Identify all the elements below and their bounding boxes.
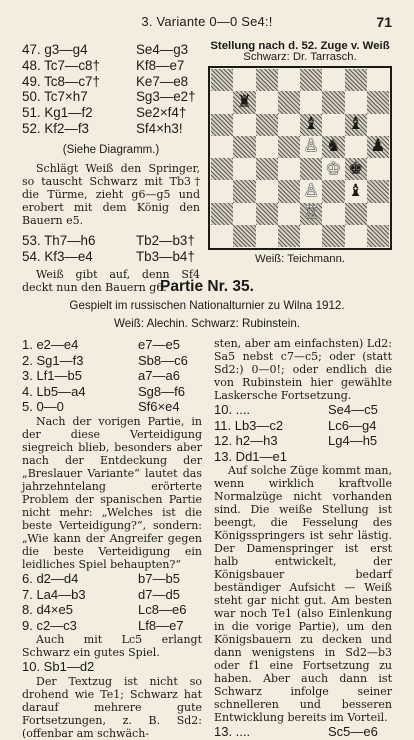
- chess-board: [211, 69, 389, 247]
- move-row: [22, 42, 200, 58]
- white-move: 5. 0—0: [22, 399, 64, 415]
- white-move: 9. c2—c3: [22, 617, 77, 633]
- chess-piece-icon: ♟: [370, 136, 386, 157]
- move-row: [22, 337, 202, 353]
- chess-piece-icon: ♚: [348, 158, 364, 179]
- move-row: [214, 724, 392, 740]
- board-square-a3: [211, 180, 233, 202]
- board-square-g3: [345, 180, 367, 202]
- move-row: [22, 399, 202, 415]
- chess-piece-icon: ♝: [303, 114, 319, 135]
- move-row: [214, 418, 392, 434]
- white-move: 48. Tc7—c8†: [22, 57, 100, 73]
- white-move: 52. Kf2—f3: [22, 120, 89, 136]
- board-square-c1: [256, 225, 278, 247]
- move-row: [22, 121, 200, 137]
- move-row: [22, 89, 200, 105]
- annotation-paragraph: Schlägt Weiß den Springer, so tauscht Schwarz mit Tb3† die Türme, zieht g6—g5 und erobert mit dem König den Bauern e5.: [22, 161, 200, 227]
- white-move: 53. Th7—h6: [22, 232, 96, 248]
- board-square-d7: [278, 91, 300, 113]
- board-square-e5: [300, 136, 322, 158]
- see-diagram-note: (Siehe Diagramm.): [62, 143, 160, 156]
- board-square-c8: [256, 69, 278, 91]
- black-move: e7—e5: [138, 337, 180, 352]
- move-row: [22, 74, 200, 90]
- board-square-g1: [345, 225, 367, 247]
- move-list-middle: [22, 233, 200, 265]
- board-square-f5: [322, 136, 344, 158]
- game-event: Gespielt im russischen Nationalturnier zu Wilna 1912.: [69, 299, 345, 312]
- board-square-b3: [233, 180, 255, 202]
- black-move: Lc8—e6: [138, 602, 187, 618]
- black-move: b7—b5: [138, 570, 180, 586]
- black-move: a7—a6: [138, 368, 180, 384]
- board-square-b8: [233, 69, 255, 91]
- board-square-h7: [367, 91, 389, 113]
- move-list: [214, 724, 392, 740]
- white-move: 8. d4×e5: [22, 602, 73, 618]
- move-row: [22, 602, 202, 618]
- move-row: [22, 659, 202, 675]
- board-square-f6: [322, 114, 344, 136]
- board-square-f2: [322, 203, 344, 225]
- black-move: Lg4—h5: [328, 433, 378, 449]
- annotation-paragraph: sten, aber am einfachsten) Ld2: Sa5 nebst c7—c5; oder (statt Sd2:) 0—0!; oder endlich die von Rubinstein hier gewählte Laskersche Fortsetzung.: [214, 337, 392, 402]
- chess-diagram: [206, 40, 394, 265]
- move-row: [22, 105, 200, 121]
- white-move: 51. Kg1—f2: [22, 105, 93, 121]
- move-list: [22, 571, 202, 633]
- left-column-top: [22, 42, 200, 294]
- board-square-c6: [256, 114, 278, 136]
- running-title: 3. Variante 0—0 Se4:!: [141, 14, 273, 29]
- white-move: 3. Lf1—b5: [22, 368, 82, 384]
- chess-piece-icon: ♜: [236, 91, 252, 112]
- move-list: [22, 337, 202, 415]
- white-move: 1. e2—e4: [22, 337, 79, 352]
- white-move: 12. h2—h3: [214, 433, 278, 449]
- board-square-c2: [256, 203, 278, 225]
- board-square-d8: [278, 69, 300, 91]
- white-move: 49. Tc8—c7†: [22, 73, 100, 89]
- board-square-c3: [256, 180, 278, 202]
- black-move: Lc6—g4: [328, 417, 377, 433]
- chess-piece-icon: ♝: [348, 114, 364, 135]
- annotation-paragraph: Nach der vorigen Partie, in der diese Verteidigung siegreich blieb, besonders aber nach der Entdeckung der „Breslauer Variante“ lautet das jahrzehntelang erörterte Problem der spanischen Partie nicht mehr: „Welches ist die beste Verteidigung?“, sondern: „Wie kann der Angreifer gegen die beste Verteidigung ein leidliches Spiel behaupten?“: [22, 414, 202, 571]
- black-move: Tb2—b3†: [136, 232, 195, 248]
- black-move: Sg8—f6: [138, 383, 185, 399]
- board-square-h2: [367, 203, 389, 225]
- move-row: [214, 402, 392, 418]
- board-square-g7: [345, 91, 367, 113]
- board-square-h6: [367, 114, 389, 136]
- black-move: [138, 659, 202, 675]
- board-square-c5: [256, 136, 278, 158]
- white-move: 13. ....: [214, 724, 251, 740]
- move-list: [214, 402, 392, 464]
- board-square-a7: [211, 91, 233, 113]
- move-row: [214, 449, 392, 465]
- white-move: 10. ....: [214, 402, 251, 417]
- chess-piece-icon: ♝: [348, 180, 364, 201]
- board-square-d1: [278, 225, 300, 247]
- board-square-e4: [300, 158, 322, 180]
- white-move: 11. Lb3—c2: [214, 417, 284, 433]
- board-square-a5: [211, 136, 233, 158]
- board-square-a2: [211, 203, 233, 225]
- annotation-paragraph: Der Textzug ist nicht so drohend wie Te1; Schwarz hat darauf mehrere gute Fortsetzungen, z. B. Sd2: (offenbar am schwäch-: [22, 674, 202, 740]
- white-move: 47. g3—g4: [22, 42, 88, 57]
- board-square-d4: [278, 158, 300, 180]
- board-square-g5: [345, 136, 367, 158]
- annotation-paragraph: Auch mit Lc5 erlangt Schwarz ein gutes Spiel.: [22, 633, 202, 660]
- board-square-a8: [211, 69, 233, 91]
- black-move: Sf6×e4: [138, 399, 180, 415]
- board-square-h4: [367, 158, 389, 180]
- game-title: Partie Nr. 35.: [160, 278, 254, 295]
- white-move: 7. La4—b3: [22, 586, 86, 602]
- move-list-top: [22, 42, 200, 137]
- board-square-a6: [211, 114, 233, 136]
- board-square-b1: [233, 225, 255, 247]
- black-move: Se4—c5: [328, 402, 378, 417]
- board-square-e7: [300, 91, 322, 113]
- board-square-h8: [367, 69, 389, 91]
- move-row: [22, 353, 202, 369]
- white-move: 4. Lb5—a4: [22, 383, 86, 399]
- move-list: [22, 659, 202, 675]
- board-square-c4: [256, 158, 278, 180]
- move-row: [22, 384, 202, 400]
- game-players: Weiß: Alechin. Schwarz: Rubinstein.: [113, 317, 300, 330]
- black-move: d7—d5: [138, 586, 180, 602]
- board-square-d6: [278, 114, 300, 136]
- board-square-a1: [211, 225, 233, 247]
- board-square-h5: [367, 136, 389, 158]
- board-square-g2: [345, 203, 367, 225]
- board-square-b5: [233, 136, 255, 158]
- game-heading: [22, 278, 392, 330]
- chess-piece-icon: ♔: [325, 158, 341, 179]
- move-row: [22, 571, 202, 587]
- black-move: Sc5—e6: [328, 724, 378, 740]
- diagram-black-player: Schwarz: Dr. Tarrasch.: [243, 51, 357, 63]
- board-square-e6: [300, 114, 322, 136]
- diagram-white-player: Weiß: Teichmann.: [255, 253, 345, 265]
- black-move: Sf4×h3!: [136, 120, 183, 136]
- board-square-d3: [278, 180, 300, 202]
- board-square-g8: [345, 69, 367, 91]
- black-move: Ke7—e8: [136, 73, 189, 89]
- board-square-g6: [345, 114, 367, 136]
- white-move: 50. Tc7×h7: [22, 89, 88, 105]
- page-number: 71: [376, 14, 392, 30]
- board-square-f7: [322, 91, 344, 113]
- black-move: Se4—g3: [136, 42, 189, 57]
- page-header: [22, 14, 392, 34]
- chess-piece-icon: ♙: [303, 136, 319, 157]
- chess-piece-icon: ♞: [325, 136, 341, 157]
- board-square-e2: [300, 203, 322, 225]
- board-square-b2: [233, 203, 255, 225]
- white-move: 10. Sb1—d2: [22, 659, 95, 675]
- move-row: [22, 587, 202, 603]
- black-move: [328, 449, 392, 465]
- black-move: Tb3—b4†: [136, 248, 195, 264]
- move-row: [22, 233, 200, 249]
- board-square-h1: [367, 225, 389, 247]
- move-row: [22, 368, 202, 384]
- board-square-b6: [233, 114, 255, 136]
- white-move: 54. Kf3—e4: [22, 248, 93, 264]
- board-square-f8: [322, 69, 344, 91]
- white-move: 13. Dd1—e1: [214, 448, 287, 464]
- chess-piece-icon: ♙: [303, 180, 319, 201]
- annotation-paragraph: Weiß gibt auf, denn Sf4 deckt nun den Bauern g6.: [22, 268, 200, 295]
- board-square-h3: [367, 180, 389, 202]
- board-square-a4: [211, 158, 233, 180]
- white-move: 2. Sg1—f3: [22, 352, 84, 368]
- board-square-b7: [233, 91, 255, 113]
- move-row: [22, 618, 202, 634]
- move-row: [22, 249, 200, 265]
- board-square-g4: [345, 158, 367, 180]
- move-row: [22, 58, 200, 74]
- black-move: Kf8—e7: [136, 57, 185, 73]
- black-move: Lf8—e7: [138, 617, 184, 633]
- board-square-c7: [256, 91, 278, 113]
- chess-piece-icon: ♖: [303, 203, 319, 224]
- white-move: 6. d2—d4: [22, 570, 79, 586]
- black-move: Se2×f4†: [136, 105, 187, 121]
- left-column-bottom: [22, 337, 202, 740]
- black-move: Sb8—c6: [138, 352, 188, 368]
- board-square-d5: [278, 136, 300, 158]
- board-square-f1: [322, 225, 344, 247]
- annotation-paragraph: Auf solche Züge kommt man, wenn wirklich kraftvolle Normalzüge nicht vorhanden sind. Die weiße Stellung ist beengt, die Fesselung des Königsspringers ist sehr lästig. Der Damenspringer ist erst halb entwickelt, der Königsbauer bedarf beständiger Aufsicht — Weiß steht gar nicht gut. Am besten war noch Te1 (also Einlenkung in die vorige Partie), um den Königsbauern zu decken und dann wenigstens in Sd2—b3 oder f1 eine Fortsetzung zu haben. Aber auch dann ist Schwarz infolge seiner schnelleren und besseren Entwicklung bereits im Vorteil.: [214, 464, 392, 725]
- board-square-f3: [322, 180, 344, 202]
- black-move: Sg3—e2†: [136, 89, 196, 105]
- board-square-e3: [300, 180, 322, 202]
- board-frame: [208, 66, 392, 250]
- board-square-b4: [233, 158, 255, 180]
- board-square-f4: [322, 158, 344, 180]
- diagram-title: Stellung nach d. 52. Zuge v. Weiß: [210, 40, 390, 52]
- board-square-e8: [300, 69, 322, 91]
- board-square-d2: [278, 203, 300, 225]
- move-row: [214, 433, 392, 449]
- board-square-e1: [300, 225, 322, 247]
